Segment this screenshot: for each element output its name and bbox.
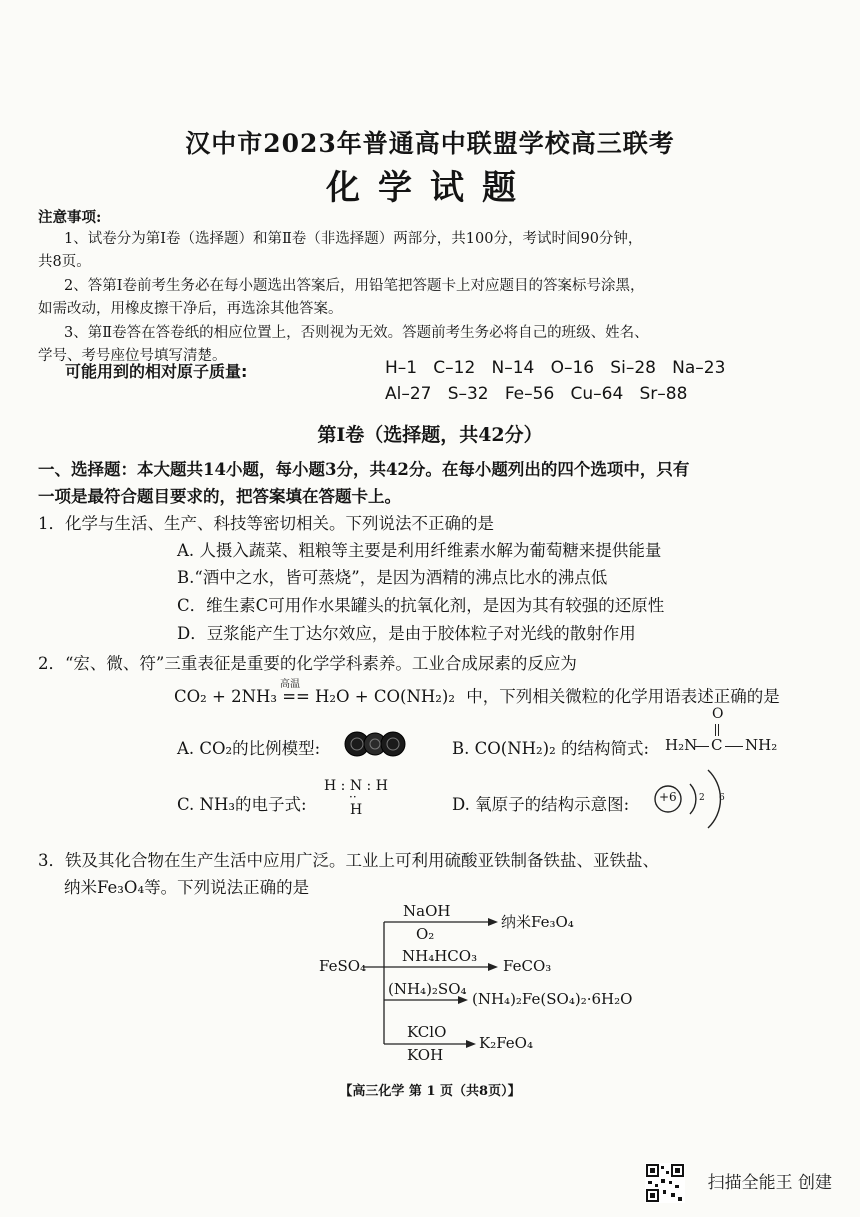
question-stem-cont: 纳米Fe₃O₄等。下列说法正确的是	[64, 878, 310, 897]
reaction-condition: 高温 ==	[277, 687, 315, 706]
notice-item-1-cont: 共8页。	[38, 254, 91, 270]
equation-right: H₂O + CO(NH₂)₂	[315, 687, 455, 706]
oxygen-shell-1: 2	[699, 793, 705, 803]
reagent-nh4hco3: NH₄HCO₃	[402, 947, 478, 965]
option-c: C. NH₃的电子式:	[177, 795, 307, 814]
scanner-watermark: 扫描全能王 创建	[707, 1173, 832, 1193]
option-d: D. 氧原子的结构示意图:	[452, 795, 630, 814]
section-intro: 一、选择题：本大题共14小题，每小题3分，共42分。在每小题列出的四个选项中，只有	[38, 460, 690, 479]
option-b: B.“酒中之水，皆可蒸烧”，是因为酒精的沸点比水的沸点低	[177, 568, 608, 587]
option-b: B. CO(NH₂)₂ 的结构简式:	[452, 739, 650, 758]
notice-item-3-cont: 学号、考号座位号填写清楚。	[38, 348, 227, 364]
urea-carbon: C	[711, 736, 723, 754]
nh3-lone-dots: ··	[349, 790, 357, 804]
notice-item-2: 2、答第Ⅰ卷前考生务必在每小题选出答案后，用铅笔把答题卡上对应题目的答案标号涂黑，	[64, 278, 645, 294]
option-c: C．维生素C可用作水果罐头的抗氧化剂，是因为其有较强的还原性	[177, 596, 665, 615]
equation-tail: 中，下列相关微粒的化学用语表述正确的是	[466, 687, 780, 706]
atomic-mass-label: 可能用到的相对原子质量:	[65, 362, 248, 381]
option-a: A. 人摄入蔬菜、粗粮等主要是利用纤维素水解为葡萄糖来提供能量	[177, 541, 662, 560]
urea-oxygen: O	[712, 706, 724, 722]
option-a: A. CO₂的比例模型:	[177, 739, 321, 758]
urea-left-group: H₂N	[665, 736, 698, 754]
option-d: D．豆浆能产生丁达尔效应，是由于胶体粒子对光线的散射作用	[177, 624, 636, 643]
urea-right-group: NH₂	[745, 736, 778, 754]
reagent-kclo: KClO	[407, 1023, 447, 1041]
product-nano-fe3o4: 纳米Fe₃O₄	[501, 913, 574, 931]
exam-title: 汉中市2023年普通高中联盟学校高三联考	[185, 129, 675, 158]
notice-item-2-cont: 如需改动，用橡皮擦干净后，再选涂其他答案。	[38, 301, 343, 317]
page-footer: 【高三化学 第 1 页（共8页）】	[339, 1084, 521, 1099]
oxygen-nucleus-charge: +6	[659, 790, 677, 804]
product-feco3: FeCO₃	[503, 957, 552, 975]
product-k2feo4: K₂FeO₄	[479, 1034, 533, 1052]
question-stem: 1．化学与生活、生产、科技等密切相关。下列说法不正确的是	[38, 514, 494, 533]
source-compound: FeSO₄	[319, 957, 367, 975]
condition-label: 高温	[280, 679, 301, 690]
atomic-mass-row-2: Al–27 S–32 Fe–56 Cu–64 Sr–88	[385, 384, 688, 404]
notice-heading: 注意事项:	[38, 209, 102, 226]
section-title: 第Ⅰ卷（选择题，共42分）	[317, 424, 543, 446]
atomic-mass-row-1: H–1 C–12 N–14 O–16 Si–28 Na–23	[385, 358, 726, 378]
reagent-o2: O₂	[416, 925, 435, 943]
question-stem: 3．铁及其化合物在生产生活中应用广泛。工业上可利用硫酸亚铁制备铁盐、亚铁盐、	[38, 851, 659, 870]
nh3-bottom-h: H	[350, 802, 363, 818]
section-intro-cont: 一项是最符合题目要求的，把答案填在答题卡上。	[38, 487, 401, 506]
notice-item-1: 1、试卷分为第Ⅰ卷（选择题）和第Ⅱ卷（非选择题）两部分，共100分，考试时间90分钟，	[64, 231, 643, 247]
product-mohr-salt: (NH₄)₂Fe(SO₄)₂·6H₂O	[472, 990, 633, 1008]
question-stem: 2．“宏、微、符”三重表征是重要的化学学科素养。工业合成尿素的反应为	[38, 654, 577, 673]
nh3-top-row: H : N : H	[324, 778, 388, 794]
notice-item-3: 3、第Ⅱ卷答在答卷纸的相应位置上，否则视为无效。答题前考生务必将自己的班级、姓名、	[64, 325, 649, 341]
oxygen-shell-2: 6	[719, 793, 725, 803]
reagent-koh: KOH	[407, 1046, 444, 1064]
qr-code-icon	[645, 1163, 685, 1203]
reagent-naoh: NaOH	[403, 902, 451, 920]
subject-title: 化学试题	[326, 168, 534, 208]
reagent-nh4-2so4: (NH₄)₂SO₄	[388, 980, 467, 998]
equation-left: CO₂ + 2NH₃	[174, 687, 278, 706]
